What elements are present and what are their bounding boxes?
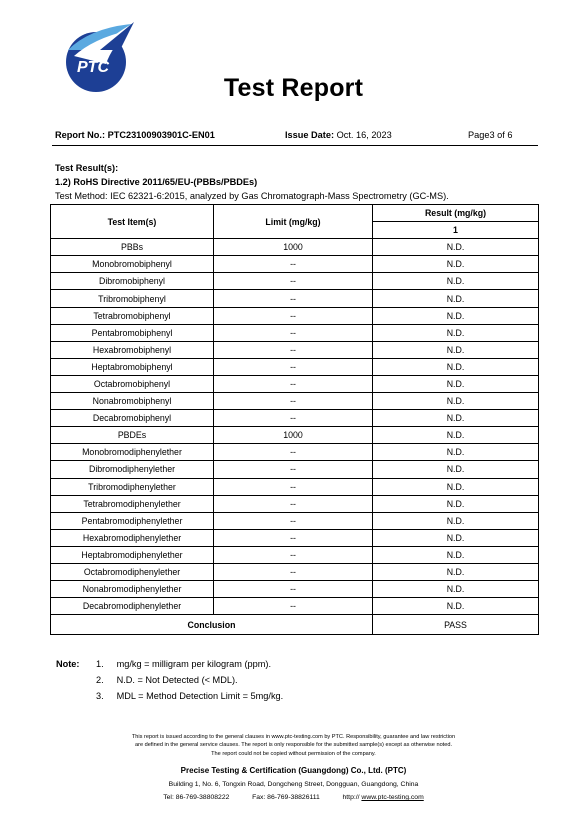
report-number-label: Report No.: [55, 130, 106, 140]
test-item-cell: PBDEs [51, 427, 214, 444]
footer-fax: Fax: 86-769-38826111 [252, 794, 320, 801]
limit-cell: -- [214, 290, 373, 307]
result-cell: N.D. [373, 239, 539, 256]
limit-cell: -- [214, 495, 373, 512]
result-cell: N.D. [373, 290, 539, 307]
result-cell: N.D. [373, 581, 539, 598]
limit-cell: -- [214, 598, 373, 615]
test-item-cell: PBBs [51, 239, 214, 256]
test-item-cell: Tribromobiphenyl [51, 290, 214, 307]
issue-date [285, 130, 392, 140]
test-item-cell: Heptabromodiphenylether [51, 546, 214, 563]
result-cell: N.D. [373, 393, 539, 410]
issue-date-value: Oct. 16, 2023 [336, 130, 392, 140]
report-number-value: PTC23100903901C-EN01 [107, 130, 215, 140]
table-row [51, 324, 539, 341]
test-item-cell: Octabromodiphenylether [51, 563, 214, 580]
test-item-cell: Heptabromobiphenyl [51, 358, 214, 375]
table-row [51, 478, 539, 495]
limit-cell: -- [214, 581, 373, 598]
limit-cell: -- [214, 512, 373, 529]
result-cell: N.D. [373, 512, 539, 529]
table-row [51, 290, 539, 307]
issue-date-label: Issue Date: [285, 130, 335, 140]
conclusion-value: PASS [373, 615, 539, 635]
footer-tel: Tel: 86-769-38808222 [163, 794, 230, 801]
result-cell: N.D. [373, 495, 539, 512]
test-item-cell: Decabromobiphenyl [51, 410, 214, 427]
result-cell: N.D. [373, 478, 539, 495]
page-number: Page3 of 6 [468, 130, 513, 140]
table-row [51, 239, 539, 256]
limit-cell: -- [214, 324, 373, 341]
limit-cell: -- [214, 273, 373, 290]
result-cell: N.D. [373, 546, 539, 563]
result-cell: N.D. [373, 324, 539, 341]
limit-cell: -- [214, 410, 373, 427]
limit-cell: -- [214, 393, 373, 410]
test-item-cell: Pentabromobiphenyl [51, 324, 214, 341]
result-cell: N.D. [373, 358, 539, 375]
footer-http: http:// [342, 794, 360, 801]
report-title: Test Report [223, 74, 364, 102]
note-number: 2. [96, 675, 104, 685]
note-number: 1. [96, 659, 104, 669]
conclusion-label: Conclusion [51, 615, 373, 635]
table-row [51, 546, 539, 563]
table-row [51, 598, 539, 615]
col-header-result: Result (mg/kg) [373, 205, 539, 222]
result-cell: N.D. [373, 273, 539, 290]
table-row [51, 563, 539, 580]
disclaimer-line: This report is issued according to the general clauses in www.ptc-testing.com by PTC. Responsibility, guarantee and law restriction [131, 734, 456, 740]
limit-cell: -- [214, 563, 373, 580]
result-cell: N.D. [373, 256, 539, 273]
disclaimer-line: are defined in the general service clauses. The report is only responsible for the submitted sample(s) except as otherwise noted. [134, 742, 453, 749]
test-item-cell: Octabromobiphenyl [51, 375, 214, 392]
col-header-limit: Limit (mg/kg) [214, 205, 373, 239]
test-item-cell: Monobromobiphenyl [51, 256, 214, 273]
note-text: N.D. = Not Detected (< MDL). [116, 675, 238, 685]
disclaimer-line: The report could not be copied without permission of the company. [211, 750, 376, 757]
limit-cell: -- [214, 256, 373, 273]
result-cell: N.D. [373, 307, 539, 324]
footer-website-link[interactable]: www.ptc-testing.com [361, 794, 424, 801]
table-row [51, 461, 539, 478]
table-row [51, 393, 539, 410]
col-header-result-sample: 1 [373, 222, 539, 239]
directive-subheading: 1.2) RoHS Directive 2011/65/EU-(PBBs/PBDEs) [55, 177, 258, 187]
test-item-cell: Hexabromodiphenylether [51, 529, 214, 546]
result-cell: N.D. [373, 341, 539, 358]
table-row [51, 307, 539, 324]
result-cell: N.D. [373, 461, 539, 478]
table-row [51, 495, 539, 512]
col-header-test-item: Test Item(s) [51, 205, 214, 239]
table-row [51, 512, 539, 529]
note-item [96, 691, 283, 701]
note-text: MDL = Method Detection Limit = 5mg/kg. [116, 691, 284, 701]
test-item-cell: Monobromodiphenylether [51, 444, 214, 461]
limit-cell: -- [214, 529, 373, 546]
table-row [51, 427, 539, 444]
limit-cell: -- [214, 478, 373, 495]
test-item-cell: Nonabromodiphenylether [51, 581, 214, 598]
test-results-heading: Test Result(s): [55, 163, 119, 173]
footer-address: Building 1, No. 6, Tongxin Road, Dongcheng Street, Dongguan, Guangdong, China [168, 781, 419, 788]
limit-cell: -- [214, 444, 373, 461]
header-divider [52, 145, 538, 146]
limit-cell: -- [214, 375, 373, 392]
result-cell: N.D. [373, 563, 539, 580]
note-number: 3. [96, 691, 104, 701]
note-item [96, 659, 271, 669]
limit-cell: -- [214, 546, 373, 563]
footer-disclaimer [0, 733, 587, 758]
test-item-cell: Tetrabromobiphenyl [51, 307, 214, 324]
test-item-cell: Hexabromobiphenyl [51, 341, 214, 358]
test-method: Test Method: IEC 62321-6:2015, analyzed by Gas Chromatograph-Mass Spectrometry (GC-MS). [55, 191, 449, 201]
limit-cell: -- [214, 358, 373, 375]
table-row [51, 444, 539, 461]
table-row [51, 358, 539, 375]
note-text: mg/kg = milligram per kilogram (ppm). [116, 659, 272, 669]
test-item-cell: Dibromodiphenylether [51, 461, 214, 478]
footer-contact [0, 794, 587, 801]
limit-cell: -- [214, 307, 373, 324]
table-row [51, 581, 539, 598]
test-item-cell: Pentabromodiphenylether [51, 512, 214, 529]
notes-label: Note: [56, 659, 80, 669]
test-item-cell: Nonabromobiphenyl [51, 393, 214, 410]
table-row [51, 375, 539, 392]
results-table [50, 204, 539, 635]
footer-company: Precise Testing & Certification (Guangdong) Co., Ltd. (PTC) [180, 766, 407, 775]
test-item-cell: Tetrabromodiphenylether [51, 495, 214, 512]
table-row [51, 273, 539, 290]
result-cell: N.D. [373, 375, 539, 392]
report-number [55, 130, 215, 140]
limit-cell: 1000 [214, 239, 373, 256]
result-cell: N.D. [373, 427, 539, 444]
limit-cell: -- [214, 341, 373, 358]
note-item [96, 675, 238, 685]
table-row [51, 410, 539, 427]
limit-cell: -- [214, 461, 373, 478]
test-item-cell: Tribromodiphenylether [51, 478, 214, 495]
result-cell: N.D. [373, 529, 539, 546]
test-item-cell: Decabromodiphenylether [51, 598, 214, 615]
table-row [51, 256, 539, 273]
logo-text: PTC [77, 59, 109, 76]
result-cell: N.D. [373, 444, 539, 461]
table-row [51, 341, 539, 358]
result-cell: N.D. [373, 410, 539, 427]
limit-cell: 1000 [214, 427, 373, 444]
test-item-cell: Dibromobiphenyl [51, 273, 214, 290]
result-cell: N.D. [373, 598, 539, 615]
table-row [51, 529, 539, 546]
